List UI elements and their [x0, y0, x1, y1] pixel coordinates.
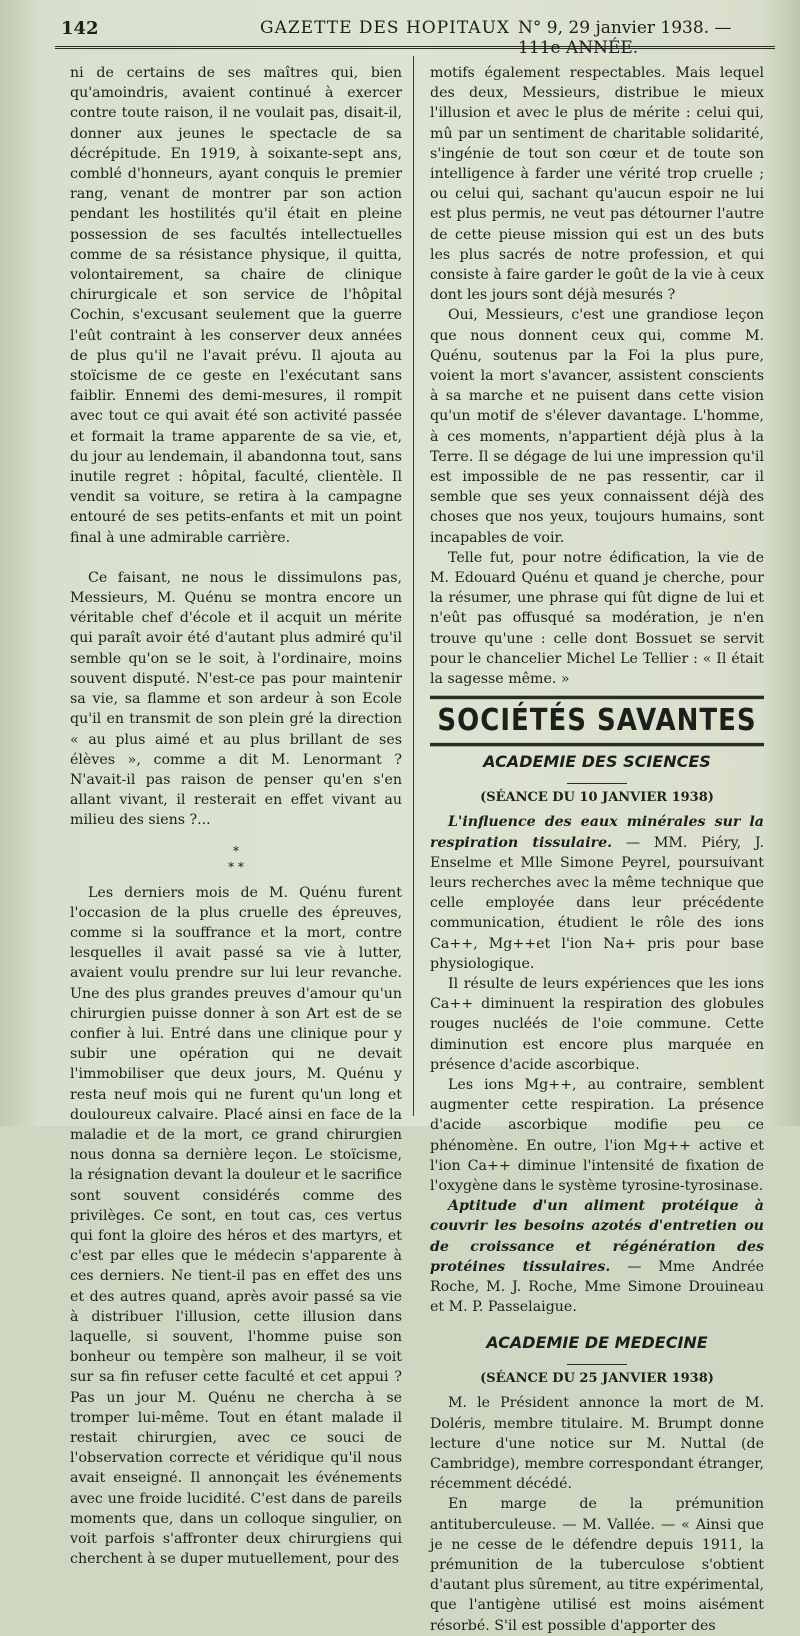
- divider: [567, 1364, 627, 1365]
- academy-heading: ACADEMIE DE MEDECINE: [486, 1333, 708, 1353]
- spacer: [70, 548, 402, 568]
- report-title: L'influence des eaux minérales sur la respiration tissulaire.: [430, 814, 764, 851]
- paragraph: Les derniers mois de M. Quénu furent l'occasion de la plus cruelle des épreuves, comme si la souffrance et la mort, contre lesquelles il avait passé sa vie à lutter, avaient voulu prendre sur lui leur revanche. Une des plus grandes preuves d'amour qu'un chirurgien puisse donner à son Art est de se confier à lui. Entré dans une clinique pour y subir une opération qui ne devait l'immobiliser que deux jours, M. Quénu y resta neuf mois qui ne furent qu'un long et douloureux calvaire. Placé ainsi en face de la maladie et de la mort, ce grand chirurgien nous donna sa dernière leçon. Le stoïcisme, la résignation devant la douleur et le sacrifice sont souvent considérés comme des privilèges. Ce sont, en tout cas, ces vertus qui font la gloire des héros et des martyrs, et c'est par elles que le médecin s'apparente à ces derniers. Ne tient-il pas en effet des uns et des autres quand, après avoir passé sa vie à distribuer l'illusion, cette illusion dans laquelle, si souvent, l'homme puise son bonheur ou tempère son malheur, il se voit sur sa fin refuser cette faculté et cet appui ? Pas un jour M. Quénu ne chercha à se tromper lui-même. Tout en étant malade il restait chirurgien, avec ce souci de l'observation correcte et véridique qu'il nous avait enseigné. Il annonçait les événements avec une froide lucidité. C'est dans de pareils moments que, dans un colloque singulier, on voit parfois s'affronter deux chirurgiens qui cherchent à se duper mutuellement, pour des: [70, 884, 402, 1568]
- section-stars: * * *: [228, 843, 244, 874]
- session-date: (SÉANCE DU 10 JANVIER 1938): [480, 790, 714, 806]
- session-date: (SÉANCE DU 25 JANVIER 1938): [480, 1371, 714, 1387]
- paragraph: Les ions Mg++, au contraire, semblent augmenter cette respiration. La présence d'acide ascorbique modifie peu ce phénomène. En outre, l'ion Mg++ active et l'ion Ca++ diminue l'intensité de fixation de l'oxygène dans le système tyrosine-tyrosinase.: [430, 1076, 764, 1194]
- paragraph: Telle fut, pour notre édification, la vie de M. Edouard Quénu et quand je cherche, pour la résumer, une phrase qui fût digne de lui et n'eût pas offusqué sa modération, je n'en trouve qu'une : celle dont Bossuet se servit pour le chancelier Michel Le Tellier : « Il était la sagesse même. »: [430, 549, 764, 688]
- report-text: — M. Vallée. — « Ainsi que je ne cesse de le défendre depuis 1911, la prémunition de la tuberculose s'obtient d'autant plus sûrement, au titre expérimental, que l'antigène utilisé est moins aisément résorbé. S'il est possible d'apporter des: [430, 1516, 764, 1634]
- report-paragraph: [430, 1494, 764, 1635]
- paragraph: Il résulte de leurs expériences que les ions Ca++ diminuent la respiration des globules rouges nucléés de l'oie commune. Cette diminution est encore plus marquée en présence d'acide ascorbique.: [430, 975, 764, 1073]
- right-column: [430, 63, 764, 1636]
- report-text: — Mme Andrée Roche, M. J. Roche, Mme Simone Drouineau et M. P. Passelaigue.: [430, 1258, 764, 1316]
- paragraph: Ce faisant, ne nous le dissimulons pas, Messieurs, M. Quénu se montra encore un véritable chef d'école et il acquit un mérite qui paraît avoir été d'autant plus admiré qu'il semble qu'on se le soit, à l'ordinaire, moins souvent disputé. N'est-ce pas pour maintenir sa vie, sa flamme et son ardeur à son Ecole qu'il en transmit de son plein gré la direction « au plus aimé et au plus brillant de ses élèves », comme a dit M. Lenormant ? N'avait-il pas raison de penser qu'en s'en allant vivant, il resterait en effet vivant au milieu des siens ?...: [70, 569, 402, 829]
- report-text: — MM. Piéry, J. Enselme et Mlle Simone Peyrel, poursuivant leurs recherches avec la même technique que celle employée dans leur précédente communication, étudient le rôle des ions Ca++, Mg++et l'ion Na+ pris pour base physiologique.: [430, 834, 764, 972]
- paragraph: Oui, Messieurs, c'est une grandiose leçon que nous donnent ceux qui, comme M. Quénu, soutenus par la Foi la plus pure, voient la mort s'avancer, assistent conscients à sa marche et ne puisent dans cette vision qu'un motif de s'élever davantage. L'homme, à ces moments, n'appartient déjà plus à la Terre. Il se dégage de lui une impression qu'il est impossible de ne pas ressentir, car il semble que ses yeux connaissent déjà des choses que nos yeux, toujours humains, sont incapables de voir.: [430, 307, 764, 546]
- page-number: 142: [61, 18, 99, 39]
- report-title: En marge de la prémunition antituberculeuse.: [430, 1496, 764, 1533]
- left-column: [70, 63, 402, 1569]
- issue-info: N° 9, 29 janvier 1938. — 111e ANNÉE.: [518, 18, 732, 58]
- report-paragraph: [430, 812, 764, 974]
- section-heading: SOCIÉTÉS SAVANTES: [430, 696, 764, 747]
- report-paragraph: [430, 1196, 764, 1317]
- column-divider: [413, 56, 414, 1116]
- page-header: [55, 18, 775, 58]
- academy-heading: ACADEMIE DES SCIENCES: [483, 752, 711, 772]
- paragraph: ni de certains de ses maîtres qui, bien qu'amoindris, avaient continué à exercer contre toute raison, il ne voulait pas, disait-il, donner aux jeunes le spectacle de sa décrépitude. En 1919, à soixante-sept ans, comblé d'honneurs, ayant conquis le premier rang, venant de montrer par son action pendant les hostilités qu'il était en pleine possession de ses facultés intellectuelles comme de sa résistance physique, il quitta, volontairement, sa chaire de clinique chirurgicale et son service de l'hôpital Cochin, s'excusant seulement que la guerre l'eût contraint à les conserver deux années de plus qu'il ne l'avait prévu. Il ajouta au stoïcisme de ce geste en l'exécutant sans faiblir. Ennemi des demi-mesures, il rompit avec tout ce qui avait été son activité passée et formait la trame apparente de sa vie, et, du jour au lendemain, il abandonna tout, sans inutile regret : hôpital, faculté, clientèle. Il vendit sa voiture, se retira à la campagne entouré de ses petits-enfants et mit un point final à une admirable carrière.: [70, 65, 402, 546]
- journal-title: GAZETTE DES HOPITAUX: [260, 18, 511, 38]
- paragraph: motifs également respectables. Mais lequel des deux, Messieurs, distribue le mieux l'illusion et avec le plus de mérite : celui qui, mû par un sentiment de charitable solidarité, s'ingénie de tout son cœur et de toute son intelligence à farder une vérité trop cruelle ; ou celui qui, sachant qu'aucun espoir ne lui est plus permis, ne veut pas détourner l'autre de cette pieuse mission qui est un des buts les plus sacrés de notre profession, et qui consiste à faire garder le goût de la vie à ceux dont les jours sont déjà mesurés ?: [430, 65, 764, 304]
- report-title: Aptitude d'un aliment protéique à couvrir les besoins azotés d'entretien ou de croissance et régénération des protéines tissulaires.: [430, 1198, 764, 1275]
- divider: [567, 783, 627, 784]
- paragraph: M. le Président annonce la mort de M. Doléris, membre titulaire. M. Brumpt donne lecture d'une notice sur M. Nuttal (de Cambridge), membre correspondant étranger, récemment décédé.: [430, 1395, 764, 1493]
